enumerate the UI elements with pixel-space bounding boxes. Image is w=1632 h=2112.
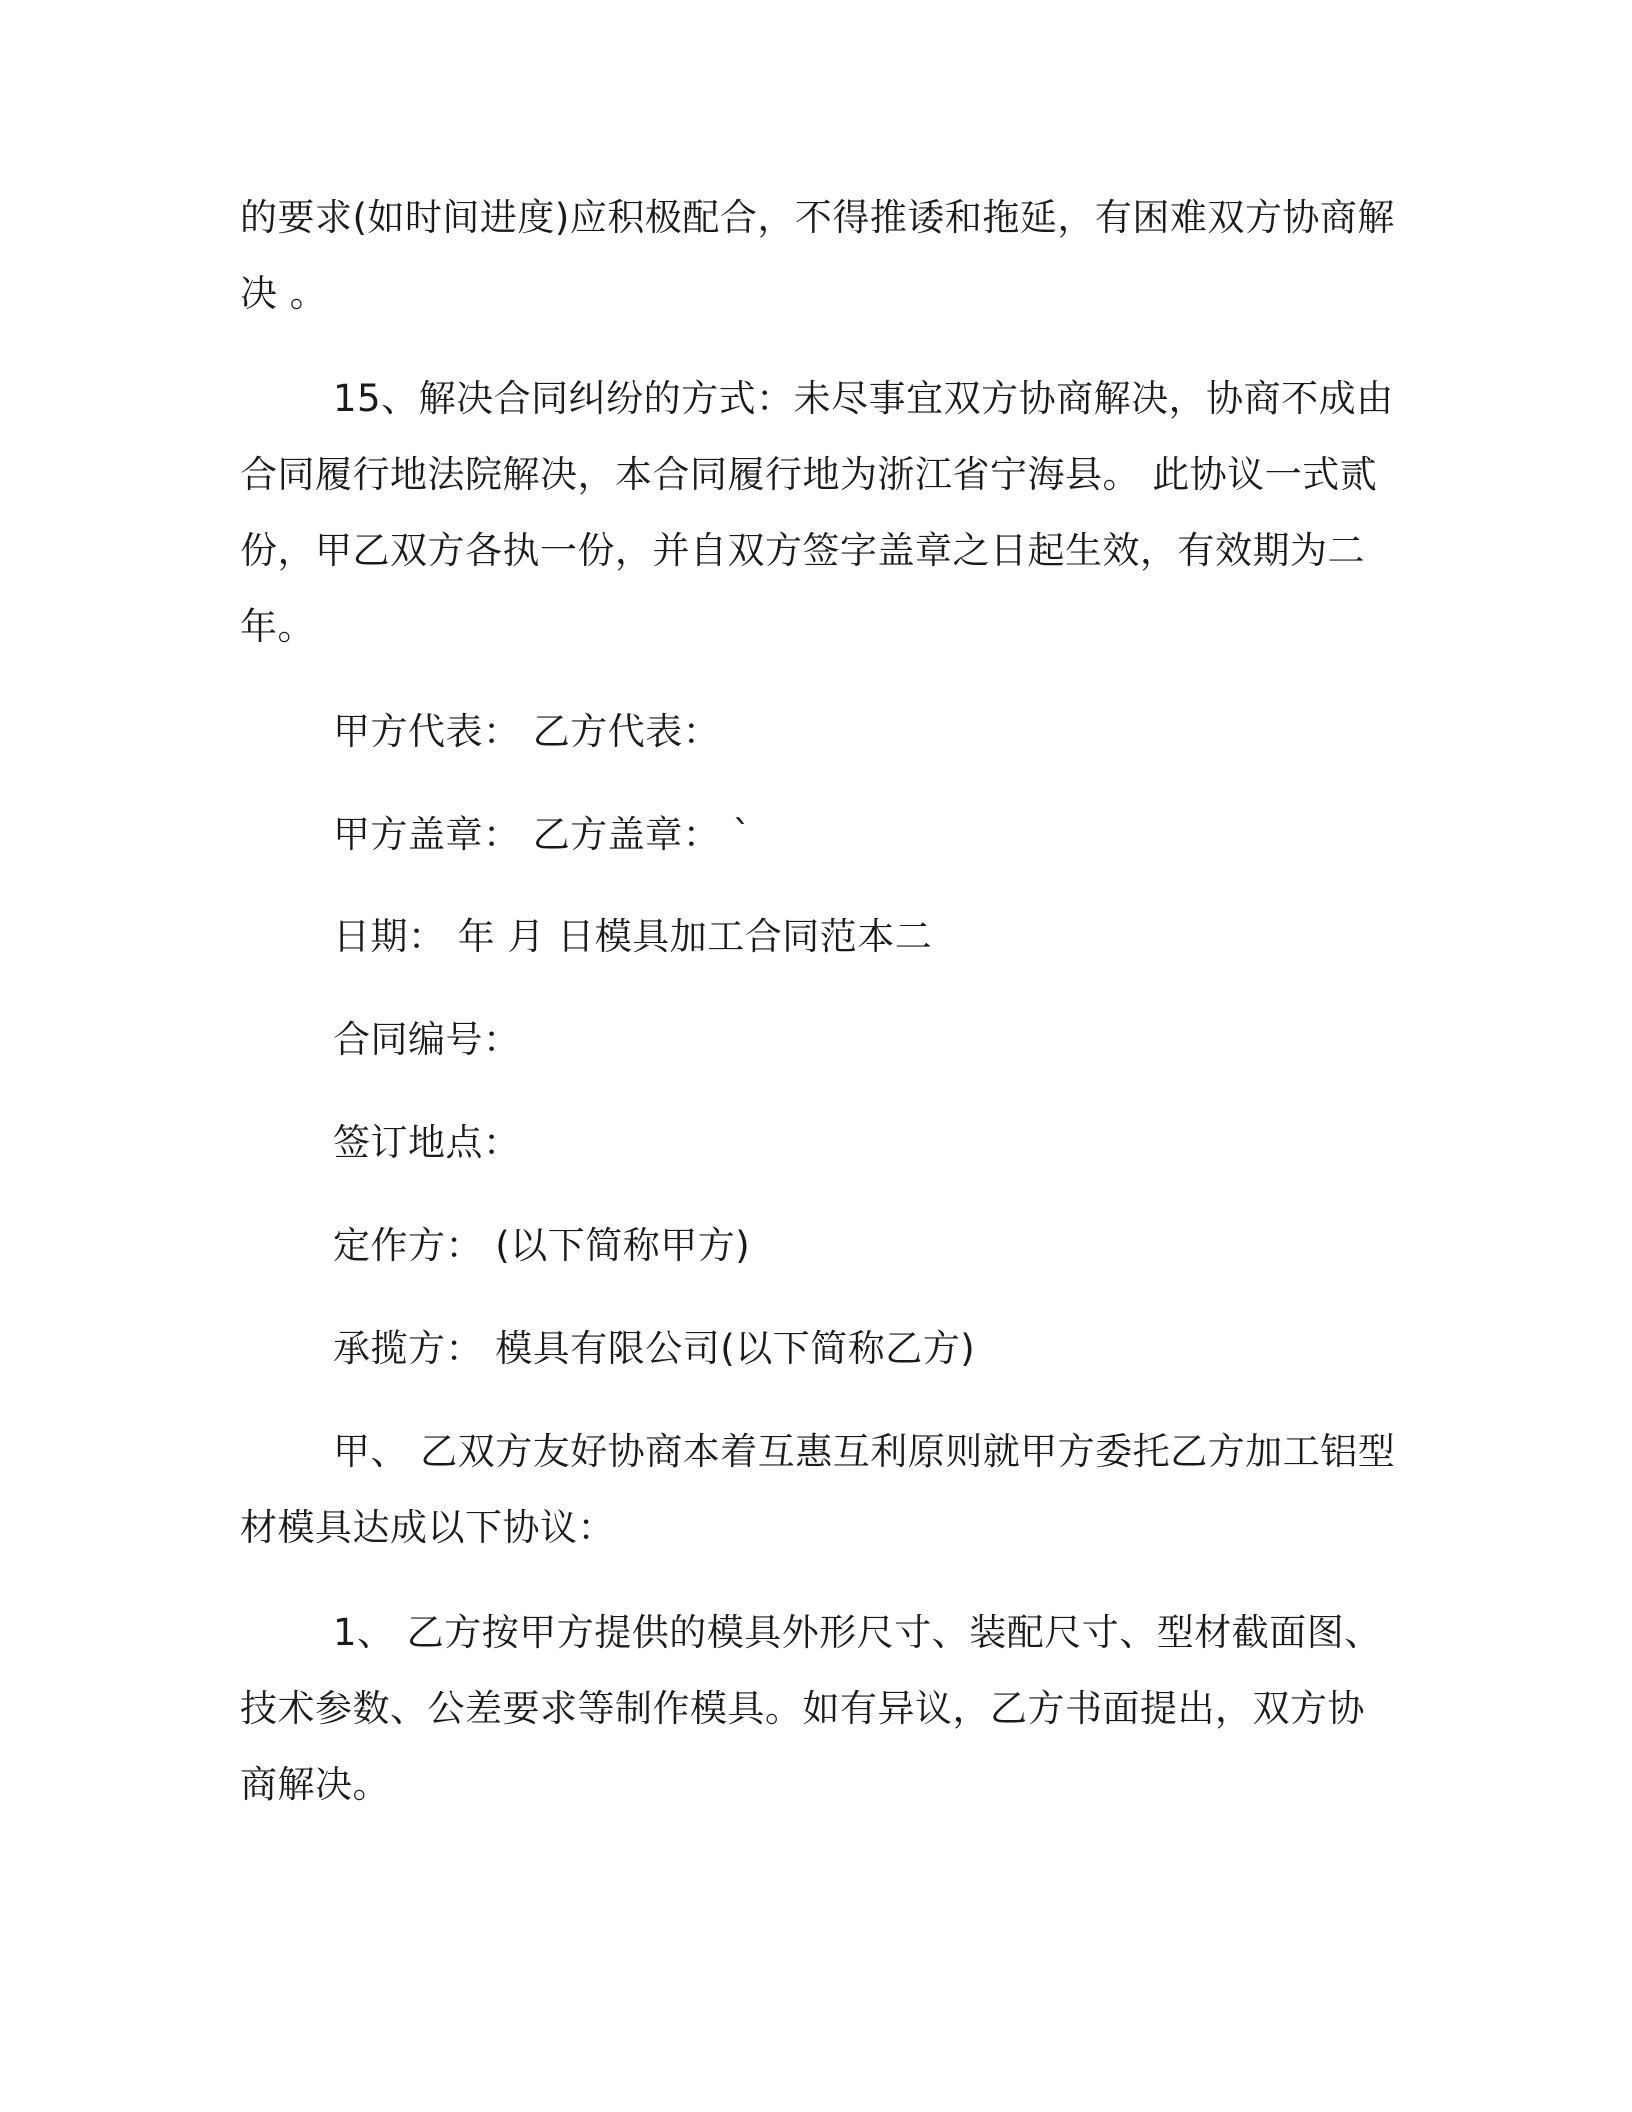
text-line: 商解决。 <box>240 1763 390 1806</box>
text-line: 材模具达成以下协议： <box>240 1506 615 1549</box>
text-line: 签订地点： <box>333 1121 521 1164</box>
text-line: 甲、 乙双方友好协商本着互惠互利原则就甲方委托乙方加工铝型 <box>333 1430 1396 1473</box>
text-line: 1、 乙方按甲方提供的模具外形尺寸、装配尺寸、型材截面图、 <box>333 1611 1382 1654</box>
text-line: 甲方盖章： 乙方盖章： ` <box>333 813 752 856</box>
text-line: 定作方： (以下简称甲方) <box>333 1224 751 1267</box>
text-line: 决 。 <box>240 272 328 315</box>
text-line: 15、解决合同纠纷的方式：未尽事宜双方协商解决，协商不成由 <box>333 377 1394 420</box>
text-line: 承揽方： 模具有限公司(以下简称乙方) <box>333 1327 976 1370</box>
text-line: 年。 <box>240 605 315 648</box>
text-line: 甲方代表： 乙方代表： <box>333 710 721 753</box>
text-line: 合同履行地法院解决，本合同履行地为浙江省宁海县。 此协议一式贰 <box>240 453 1378 496</box>
text-line: 合同编号： <box>333 1018 521 1061</box>
text-line: 日期： 年 月 日模具加工合同范本二 <box>333 915 933 958</box>
text-line: 份，甲乙双方各执一份，并自双方签字盖章之日起生效，有效期为二 <box>240 529 1365 572</box>
text-line: 的要求(如时间进度)应积极配合，不得推诿和拖延，有困难双方协商解 <box>240 196 1395 239</box>
text-line: 技术参数、公差要求等制作模具。如有异议，乙方书面提出，双方协 <box>240 1687 1365 1730</box>
